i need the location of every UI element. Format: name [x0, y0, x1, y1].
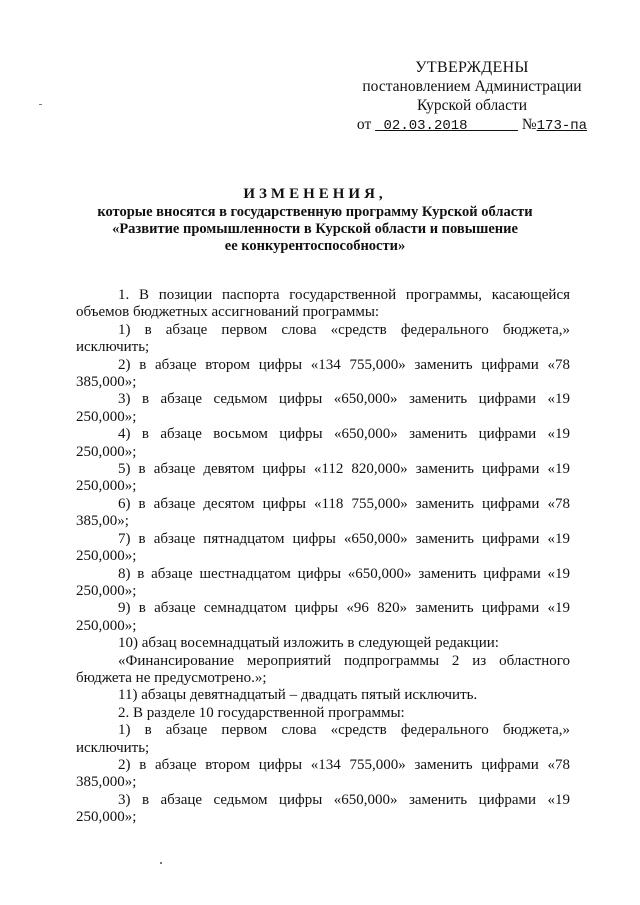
paragraph: 6) в абзаце десятом цифры «118 755,000» заменить цифрами «78 385,00»;: [76, 495, 570, 530]
paragraph: 2) в абзаце втором цифры «134 755,000» заменить цифрами «78 385,000»;: [76, 756, 570, 791]
paragraph: 7) в абзаце пятнадцатом цифры «650,000» заменить цифрами «19 250,000»;: [76, 530, 570, 565]
approval-date: 02.03.2018: [383, 118, 468, 134]
subtitle-line-2: «Развитие промышленности в Курской области и повышение: [112, 221, 518, 237]
paragraph: 5) в абзаце девятом цифры «112 820,000» заменить цифрами «19 250,000»;: [76, 461, 570, 495]
paragraph: 9) в абзаце семнадцатом цифры «96 820» заменить цифрами «19 250,000»;: [76, 600, 570, 634]
paragraph: 1) в абзаце первом слова «средств федерального бюджета,» исключить;: [76, 722, 570, 756]
paragraph: 1) в абзаце первом слова «средств федерального бюджета,» исключить;: [76, 321, 570, 356]
subtitle-line-3: ее конкурентоспособности»: [224, 238, 406, 254]
number-prefix: №: [521, 116, 537, 133]
paragraph: 11) абзацы девятнадцатый – двадцать пятый исключить.: [118, 687, 478, 704]
approval-block: [352, 58, 592, 136]
approval-date-row: [352, 115, 592, 136]
paragraph: 1. В позиции паспорта государственной программы, касающейся объемов бюджетных ассигнований программы:: [76, 287, 570, 321]
paragraph: 2. В разделе 10 государственной программы:: [118, 704, 405, 721]
paragraph: 10) абзац восемнадцатый изложить в следующей редакции:: [118, 635, 499, 652]
paragraph: 3) в абзаце седьмом цифры «650,000» заменить цифрами «19 250,000»;: [76, 391, 570, 425]
scan-speck: [160, 862, 162, 864]
paragraph: «Финансирование мероприятий подпрограммы 2 из областного бюджета не предусмотрено.»;: [76, 652, 570, 686]
document-title: ИЗМЕНЕНИЯ,: [243, 186, 387, 202]
document-header: [60, 186, 570, 255]
paragraph: 3) в абзаце седьмом цифры «650,000» заменить цифрами «19 250,000»;: [76, 791, 570, 826]
approval-number: 173-па: [536, 118, 588, 134]
subtitle-line-1: которые вносятся в государственную программу Курской области: [97, 204, 533, 220]
date-prefix: от: [356, 116, 372, 133]
approval-line-1: постановлением Администрации: [362, 78, 582, 95]
paragraph: 2) в абзаце втором цифры «134 755,000» заменить цифрами «78 385,000»;: [76, 356, 570, 391]
approval-line-2: Курской области: [416, 97, 528, 114]
paragraph: 4) в абзаце восьмом цифры «650,000» заменить цифрами «19 250,000»;: [76, 426, 570, 460]
document-body: [76, 287, 570, 827]
paragraph: 8) в абзаце шестнадцатом цифры «650,000» заменить цифрами «19 250,000»;: [76, 565, 570, 599]
approval-title: УТВЕРЖДЕНЫ: [415, 59, 529, 76]
scan-speck: [39, 104, 42, 105]
